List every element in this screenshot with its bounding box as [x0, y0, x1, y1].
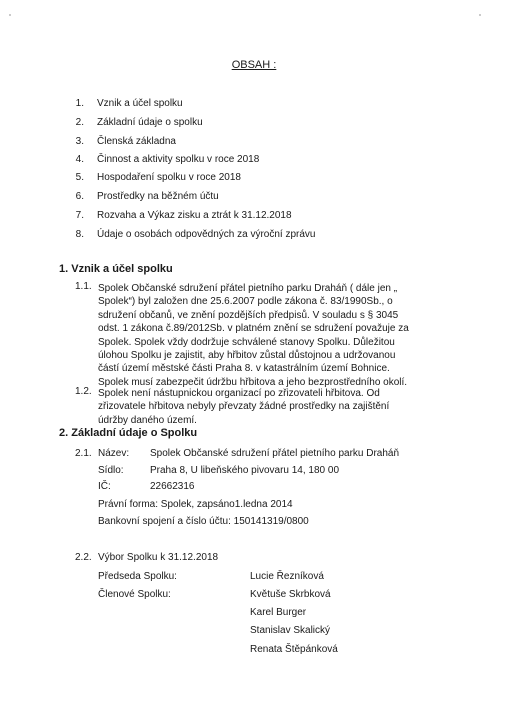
bank-account: Bankovní spojení a číslo účtu: 150141319/0800 [98, 516, 309, 527]
toc-item: Rozvaha a Výkaz zisku a ztrát k 31.12.2018 [97, 210, 292, 221]
paragraph-line: Spolek“) byl založen dne 25.6.2007 podle zákona č. 83/1990Sb., o [98, 296, 393, 308]
toc-item: Členská základna [97, 136, 176, 147]
section-heading: 2. Základní údaje o Spolku [59, 427, 198, 439]
committee-member-name: Květuše Skrbková [250, 589, 331, 600]
paragraph-number: 1.1. [75, 281, 92, 292]
paragraph [98, 387, 389, 427]
toc-item: Hospodaření spolku v roce 2018 [97, 172, 241, 183]
field-label: Sídlo: [98, 465, 124, 476]
paragraph-line: Spolek Občanské sdružení přátel pietního parku Draháň ( dále jen „ [98, 283, 398, 294]
toc-number: 6. [75, 191, 84, 202]
paragraph-line: sdružení občanů, ve znění pozdějších předpisů. V souladu s § 3045 [98, 309, 399, 321]
toc-number: 7. [75, 210, 84, 221]
committee-member-name: Stanislav Skalický [250, 625, 331, 636]
paragraph-number: 2.2. [75, 552, 92, 563]
paragraph-line: Spolek. Spolek vždy dodržuje schválené stanovy Spolku. Důležitou [98, 336, 395, 348]
toc-number: 4. [75, 154, 84, 165]
toc-number: 3. [75, 136, 84, 147]
document-title: OBSAH : [231, 59, 277, 71]
paragraph [98, 282, 409, 389]
chair-label: Předseda Spolku: [98, 571, 177, 582]
legal-form: Právní forma: Spolek, zapsáno1.ledna 2014 [98, 499, 293, 510]
toc-item: Údaje o osobách odpovědných za výroční zprávu [97, 229, 316, 240]
field-label: Název: [98, 448, 130, 459]
toc-item: Činnost a aktivity spolku v roce 2018 [97, 154, 260, 165]
toc-number: 1. [75, 98, 84, 109]
field-value: Spolek Občanské sdružení přátel pietního parku Draháň [150, 448, 400, 459]
paragraph-line: Spolek není nástupnickou organizací po zřizovateli hřbitova. Od [98, 388, 380, 399]
toc-number: 5. [75, 172, 84, 183]
committee-member-name: Lucie Řezníková [250, 571, 324, 582]
paragraph-line: údržby daného území. [98, 414, 197, 426]
paragraph-line: částí území městské části Praha 8. v katastrálním území Bohnice. [98, 363, 390, 375]
toc-number: 2. [75, 117, 84, 128]
paragraph-line: úlohou Spolku je zajistit, aby hřbitov zůstal důstojnou a udržovanou [98, 350, 396, 362]
paragraph-number: 2.1. [75, 448, 92, 459]
toc-item: Vznik a účel spolku [97, 98, 183, 109]
subsection-title: Výbor Spolku k 31.12.2018 [98, 552, 219, 563]
field-value: Praha 8, U libeňského pivovaru 14, 180 00 [150, 465, 340, 476]
members-label: Členové Spolku: [98, 589, 171, 600]
toc-item: Základní údaje o spolku [97, 117, 203, 128]
field-label: IČ: [98, 481, 111, 492]
committee-member-name: Karel Burger [250, 607, 307, 618]
toc-number: 8. [75, 229, 84, 240]
toc-item: Prostředky na běžném účtu [97, 191, 219, 202]
committee-member-name: Renata Štěpánková [250, 644, 338, 655]
section-heading: 1. Vznik a účel spolku [59, 263, 173, 275]
scan-speck [9, 14, 11, 16]
scan-speck [479, 14, 481, 16]
paragraph-number: 1.2. [75, 386, 92, 397]
paragraph-line: zřizovatele hřbitova nebyly převzaty žádné prostředky na zajištění [98, 401, 390, 413]
paragraph-line: odst. 1 zákona č.89/2012Sb. v platném znění se sdružení považuje za [98, 323, 409, 335]
paragraph-line: Spolek musí zabezpečit údržbu hřbitova a jeho bezprostředního okolí. [98, 376, 408, 388]
field-value: 22662316 [150, 481, 195, 492]
